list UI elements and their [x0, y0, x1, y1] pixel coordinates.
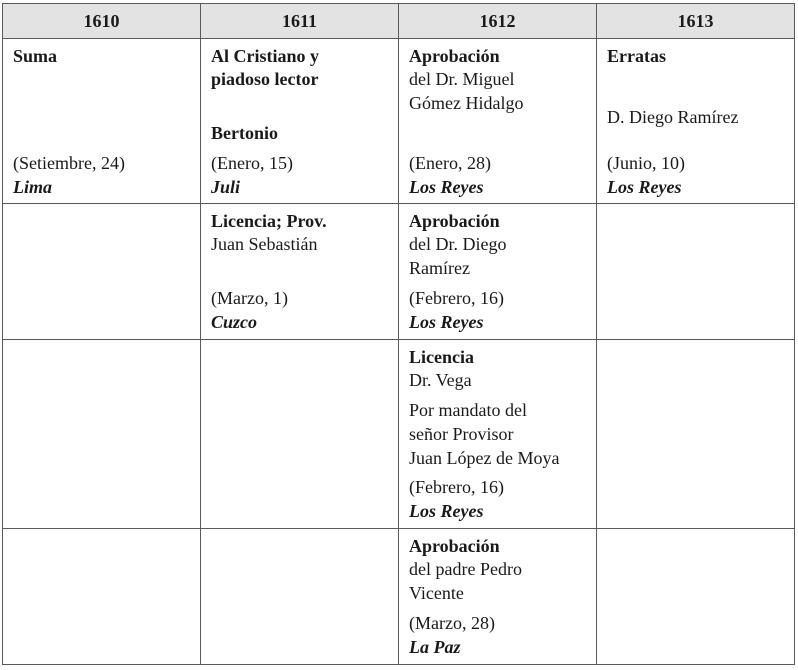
entry-title: Erratas	[607, 46, 666, 66]
cell-1610-suma	[3, 39, 201, 204]
entry-detail: D. Diego Ramírez	[607, 107, 739, 127]
cell-1611-al-cristiano	[201, 39, 399, 204]
cell-1613-erratas	[597, 39, 795, 204]
entry-title: Licencia	[409, 347, 474, 367]
entry-place: Los Reyes	[409, 312, 484, 332]
cell-1611-licencia-prov	[201, 204, 399, 340]
cell-empty	[201, 340, 399, 529]
document-table	[2, 3, 795, 665]
entry-date: (Setiembre, 24)	[13, 153, 125, 173]
entry-title: Al Cristiano y	[211, 46, 319, 66]
entry-date: (Febrero, 16)	[409, 477, 504, 497]
entry-detail: señor Provisor	[409, 424, 514, 444]
entry-detail: del Dr. Diego	[409, 234, 507, 254]
entry-date: (Enero, 15)	[211, 153, 293, 173]
cell-empty	[3, 340, 201, 529]
entry-place: Cuzco	[211, 312, 258, 332]
entry-detail: del padre Pedro	[409, 559, 522, 579]
table-row	[3, 39, 795, 204]
header-1612: 1612	[399, 4, 597, 39]
entry-date: (Enero, 28)	[409, 153, 491, 173]
header-1610: 1610	[3, 4, 201, 39]
entry-title: Aprobación	[409, 46, 500, 66]
entry-place: Juli	[211, 177, 241, 197]
header-row	[3, 4, 795, 39]
entry-detail: Ramírez	[409, 258, 470, 278]
entry-place: Los Reyes	[409, 501, 484, 521]
entry-detail: Vicente	[409, 583, 464, 603]
entry-title: Aprobación	[409, 536, 500, 556]
entry-author: Bertonio	[211, 123, 278, 143]
entry-place: Los Reyes	[607, 177, 682, 197]
cell-empty	[597, 340, 795, 529]
entry-date: (Junio, 10)	[607, 153, 685, 173]
table-row	[3, 340, 795, 529]
entry-title-cont: piadoso lector	[211, 69, 319, 89]
cell-empty	[3, 204, 201, 340]
entry-place: Lima	[13, 177, 52, 197]
entry-place: La Paz	[409, 637, 461, 657]
cell-1612-aprobacion-gomez	[399, 39, 597, 204]
cell-empty	[3, 529, 201, 665]
table-row	[3, 204, 795, 340]
entry-place: Los Reyes	[409, 177, 484, 197]
cell-empty	[597, 529, 795, 665]
entry-detail: Gómez Hidalgo	[409, 93, 524, 113]
entry-date: (Marzo, 28)	[409, 613, 495, 633]
entry-detail: Juan López de Moya	[409, 448, 560, 468]
entry-date: (Marzo, 1)	[211, 288, 288, 308]
table-row	[3, 529, 795, 665]
cell-1612-aprobacion-vicente	[399, 529, 597, 665]
entry-date: (Febrero, 16)	[409, 288, 504, 308]
cell-1612-licencia-vega	[399, 340, 597, 529]
entry-title: Aprobación	[409, 211, 500, 231]
entry-title: Licencia; Prov.	[211, 211, 327, 231]
entry-detail: Dr. Vega	[409, 370, 472, 390]
entry-detail: del Dr. Miguel	[409, 69, 515, 89]
cell-1612-aprobacion-ramirez	[399, 204, 597, 340]
entry-detail: Por mandato del	[409, 400, 527, 420]
header-1613: 1613	[597, 4, 795, 39]
cell-empty	[597, 204, 795, 340]
cell-empty	[201, 529, 399, 665]
entry-detail: Juan Sebastián	[211, 234, 318, 254]
entry-title: Suma	[13, 46, 58, 66]
header-1611: 1611	[201, 4, 399, 39]
